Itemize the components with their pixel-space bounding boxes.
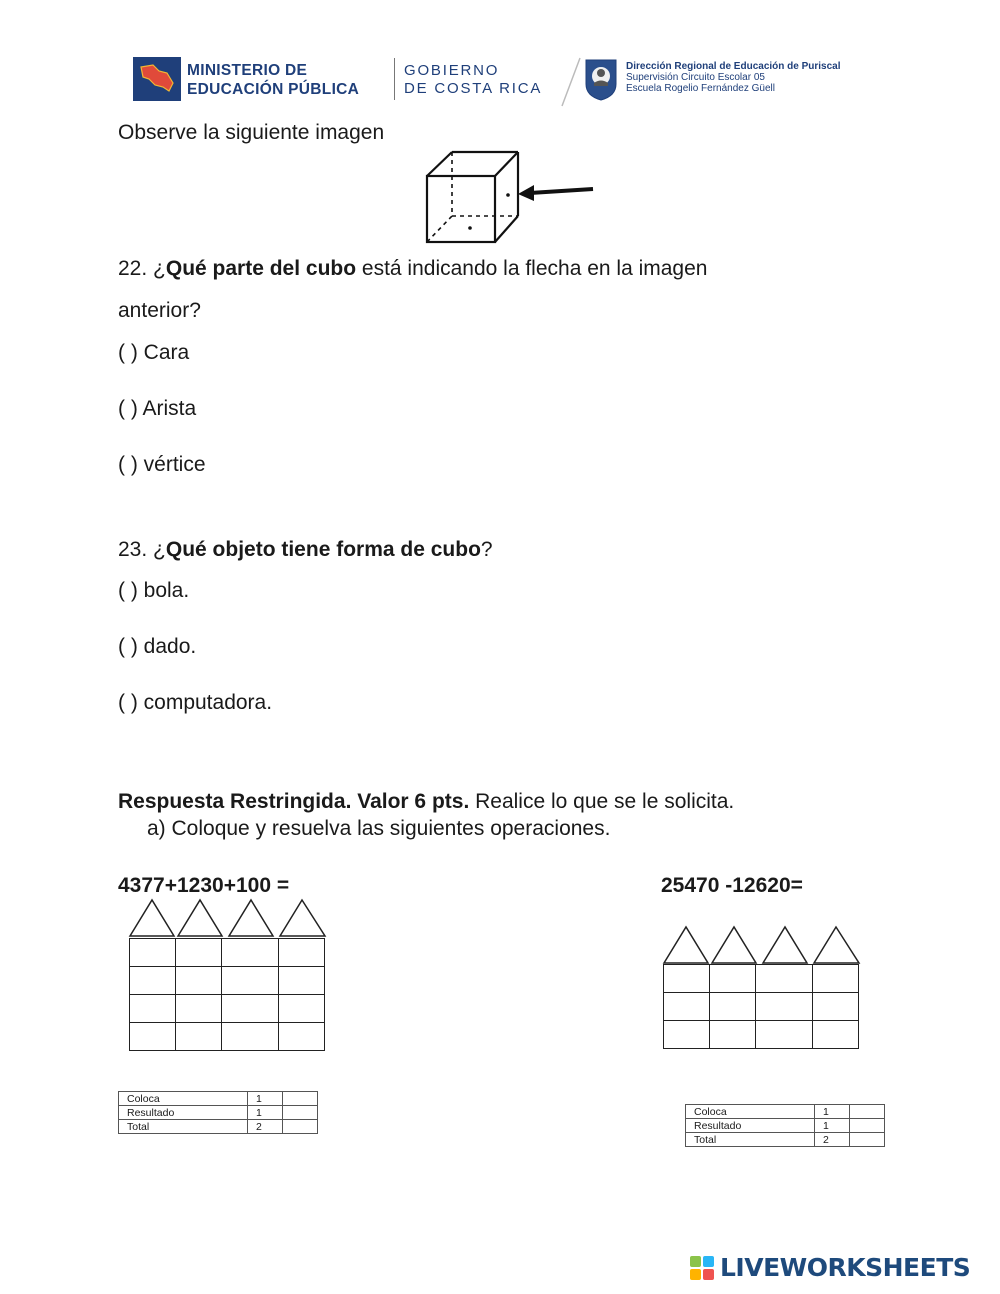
header-divider (394, 58, 395, 100)
liveworksheets-brand[interactable]: LIVEWORKSHEETS (720, 1253, 971, 1282)
cube-illustration (418, 146, 598, 246)
score-row: Total 2 (686, 1133, 885, 1147)
score-row: Resultado 1 (686, 1119, 885, 1133)
score-row: Coloca 1 (686, 1105, 885, 1119)
op1-score-table (118, 1091, 318, 1134)
q22-option-vertice[interactable]: ( ) vértice (118, 453, 206, 476)
op2-score-table (685, 1104, 885, 1147)
regional-office: Dirección Regional de Educación de Puriscal Supervisión Circuito Escolar 05 Escuela Rogelio Fernández Güell (626, 61, 841, 94)
operation-2-expression: 25470 -12620= (661, 874, 803, 897)
ministry-name: MINISTERIO DE EDUCACIÓN PÚBLICA (187, 62, 360, 98)
section-instructions: Respuesta Restringida. Valor 6 pts. Realice lo que se le solicita. (118, 790, 735, 813)
question-23: 23. ¿Qué objeto tiene forma de cubo? (118, 538, 493, 561)
liveworksheets-logo-icon (690, 1254, 716, 1282)
slash-divider (560, 56, 582, 108)
costa-rica-map-icon (133, 57, 181, 101)
q23-option-computadora[interactable]: ( ) computadora. (118, 691, 273, 714)
score-row: Total 2 (119, 1120, 318, 1134)
question-22: 22. ¿Qué parte del cubo está indicando la flecha en la imagen (118, 257, 708, 280)
op2-place-value-triangles (662, 925, 862, 965)
school-crest-icon (584, 56, 618, 102)
intro-text: Observe la siguiente imagen (118, 121, 385, 144)
q23-option-bola[interactable]: ( ) bola. (118, 579, 190, 602)
q22-option-arista[interactable]: ( ) Arista (118, 397, 197, 420)
op2-answer-grid (663, 964, 859, 1049)
question-22-line2: anterior? (118, 299, 201, 322)
op1-answer-grid (129, 938, 325, 1051)
score-row: Coloca 1 (119, 1092, 318, 1106)
ministry-logo (133, 57, 388, 101)
government-name: GOBIERNO DE COSTA RICA (404, 62, 543, 97)
q22-option-cara[interactable]: ( ) Cara (118, 341, 190, 364)
score-row: Resultado 1 (119, 1106, 318, 1120)
q23-option-dado[interactable]: ( ) dado. (118, 635, 197, 658)
section-subinstruction: a) Coloque y resuelva las siguientes operaciones. (147, 817, 611, 840)
operation-1-expression: 4377+1230+100 = (118, 874, 290, 897)
op1-place-value-triangles (128, 898, 328, 938)
